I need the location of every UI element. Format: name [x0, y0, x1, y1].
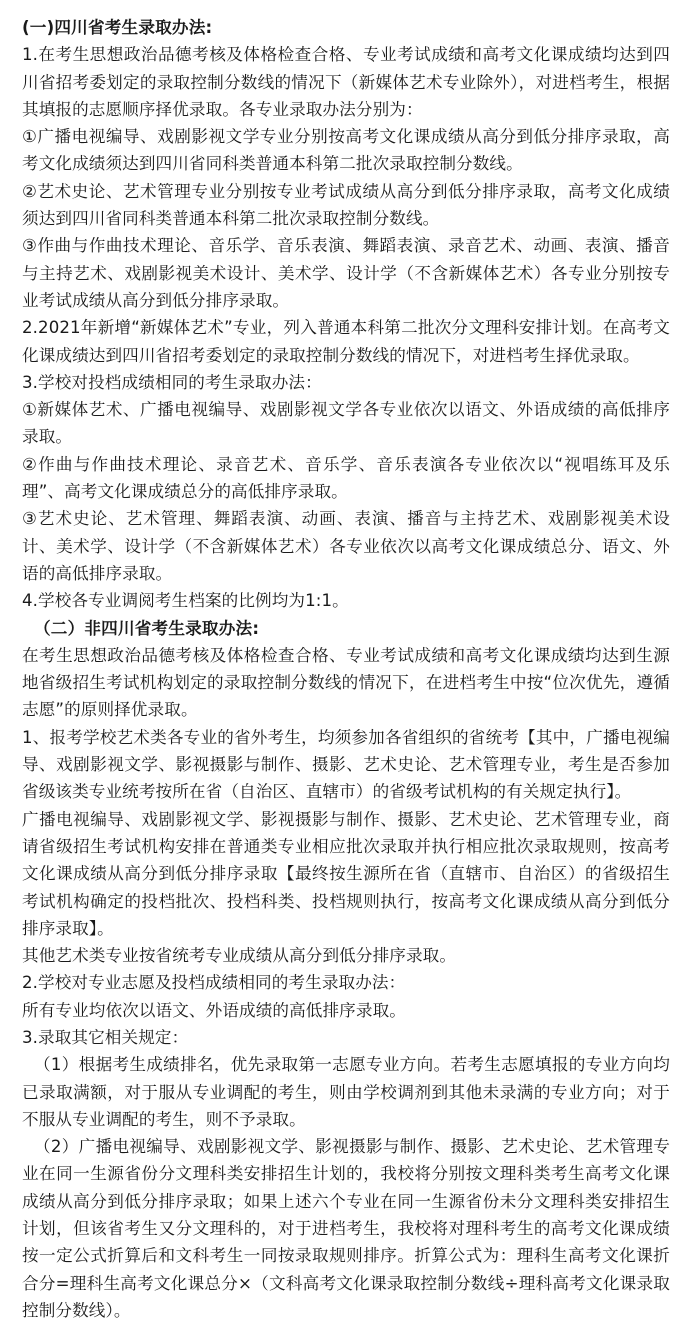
body-paragraph: ②作曲与作曲技术理论、录音艺术、音乐学、音乐表演各专业依次以“视唱练耳及乐理”、高考文化课成绩总分的高低排序录取。: [22, 454, 670, 502]
body-paragraph: ②艺术史论、艺术管理专业分别按专业考试成绩从高分到低分排序录取，高考文化成绩须达到四川省同科类普通本科第二批次录取控制分数线。: [22, 181, 670, 229]
body-paragraph: 所有专业均依次以语文、外语成绩的高低排序录取。: [22, 1000, 406, 1020]
body-paragraph: 1.在考生思想政治品德考核及体格检查合格、专业考试成绩和高考文化课成绩均达到四川省招考委划定的录取控制分数线的情况下（新媒体艺术专业除外），对进档考生，根据其填报的志愿顺序择优录取。各专业录取办法分别为：: [22, 45, 670, 119]
body-paragraph: ①新媒体艺术、广播电视编导、戏剧影视文学各专业依次以语文、外语成绩的高低排序录取。: [22, 400, 670, 447]
body-paragraph: ①广播电视编导、戏剧影视文学专业分别按高考文化课成绩从高分到低分排序录取，高考文化成绩须达到四川省同科类普通本科第二批次录取控制分数线。: [22, 127, 670, 174]
body-paragraph: 2.学校对专业志愿及投档成绩相同的考生录取办法：: [22, 973, 406, 993]
body-paragraph: 2.2021年新增“新媒体艺术”专业，列入普通本科第二批次分文理科安排计划。在高考文化课成绩达到四川省招考委划定的录取控制分数线的情况下，对进档考生择优录取。: [22, 318, 670, 365]
body-paragraph: 3.录取其它相关规定：: [22, 1027, 189, 1047]
section-heading: （二）非四川省考生录取办法:: [34, 618, 260, 638]
body-paragraph: ③作曲与作曲技术理论、音乐学、音乐表演、舞蹈表演、录音艺术、动画、表演、播音与主持艺术、戏剧影视美术设计、美术学、设计学（不含新媒体艺术）各专业分别按专业考试成绩从高分到低分排序录取。: [22, 236, 670, 310]
body-paragraph: （2）广播电视编导、戏剧影视文学、影视摄影与制作、摄影、艺术史论、艺术管理专业在同一生源省份分文理科类安排招生计划的，我校将分别按文理科类考生高考文化课成绩从高分到低分排序录取；如果上述六个专业在同一生源省份未分文理科类安排招生计划，但该省考生又分文理科的，对于进档考生，我校将对理科考生的高考文化课成绩按一定公式折算后和文科考生一同按录取规则排序。折算公式为：理科生高考文化课折合分=理科生高考文化课总分×（文科高考文化课录取控制分数线÷理科高考文化课录取控制分数线）。: [22, 1137, 670, 1320]
body-paragraph: 广播电视编导、戏剧影视文学、影视摄影与制作、摄影、艺术史论、艺术管理专业，商请省级招生考试机构安排在普通类专业相应批次录取并执行相应批次录取规则，按高考文化课成绩从高分到低分排序录取【最终按生源所在省（直辖市、自治区）的省级招生考试机构确定的投档批次、投档科类、投档规则执行，按高考文化课成绩从高分到低分排序录取】。: [22, 809, 670, 938]
body-paragraph: 其他艺术类专业按省统考专业成绩从高分到低分排序录取。: [22, 946, 457, 966]
body-paragraph: 4.学校各专业调阅考生档案的比例均为1:1。: [22, 591, 349, 611]
section-heading: (一)四川省考生录取办法:: [22, 18, 213, 37]
body-paragraph: 在考生思想政治品德考核及体格检查合格、专业考试成绩和高考文化课成绩均达到生源地省级招生考试机构划定的录取控制分数线的情况下，在进档考生中按“位次优先，遵循志愿”的原则择优录取。: [22, 645, 670, 720]
body-paragraph: 1、报考学校艺术类各专业的省外考生，均须参加各省组织的省统考【其中，广播电视编导、戏剧影视文学、影视摄影与制作、摄影、艺术史论、艺术管理专业，考生是否参加省级该类专业统考按所在省（自治区、直辖市）的省级考试机构的有关规定执行】。: [22, 727, 670, 802]
body-paragraph: （1）根据考生成绩排名，优先录取第一志愿专业方向。若考生志愿填报的专业方向均已录取满额，对于服从专业调配的考生，则由学校调剂到其他未录满的专业方向；对于不服从专业调配的考生，则不予录取。: [22, 1055, 670, 1129]
body-paragraph: 3.学校对投档成绩相同的考生录取办法：: [22, 372, 322, 392]
body-paragraph: ③艺术史论、艺术管理、舞蹈表演、动画、表演、播音与主持艺术、戏剧影视美术设计、美术学、设计学（不含新媒体艺术）各专业依次以高考文化课成绩总分、语文、外语的高低排序录取。: [22, 509, 670, 583]
